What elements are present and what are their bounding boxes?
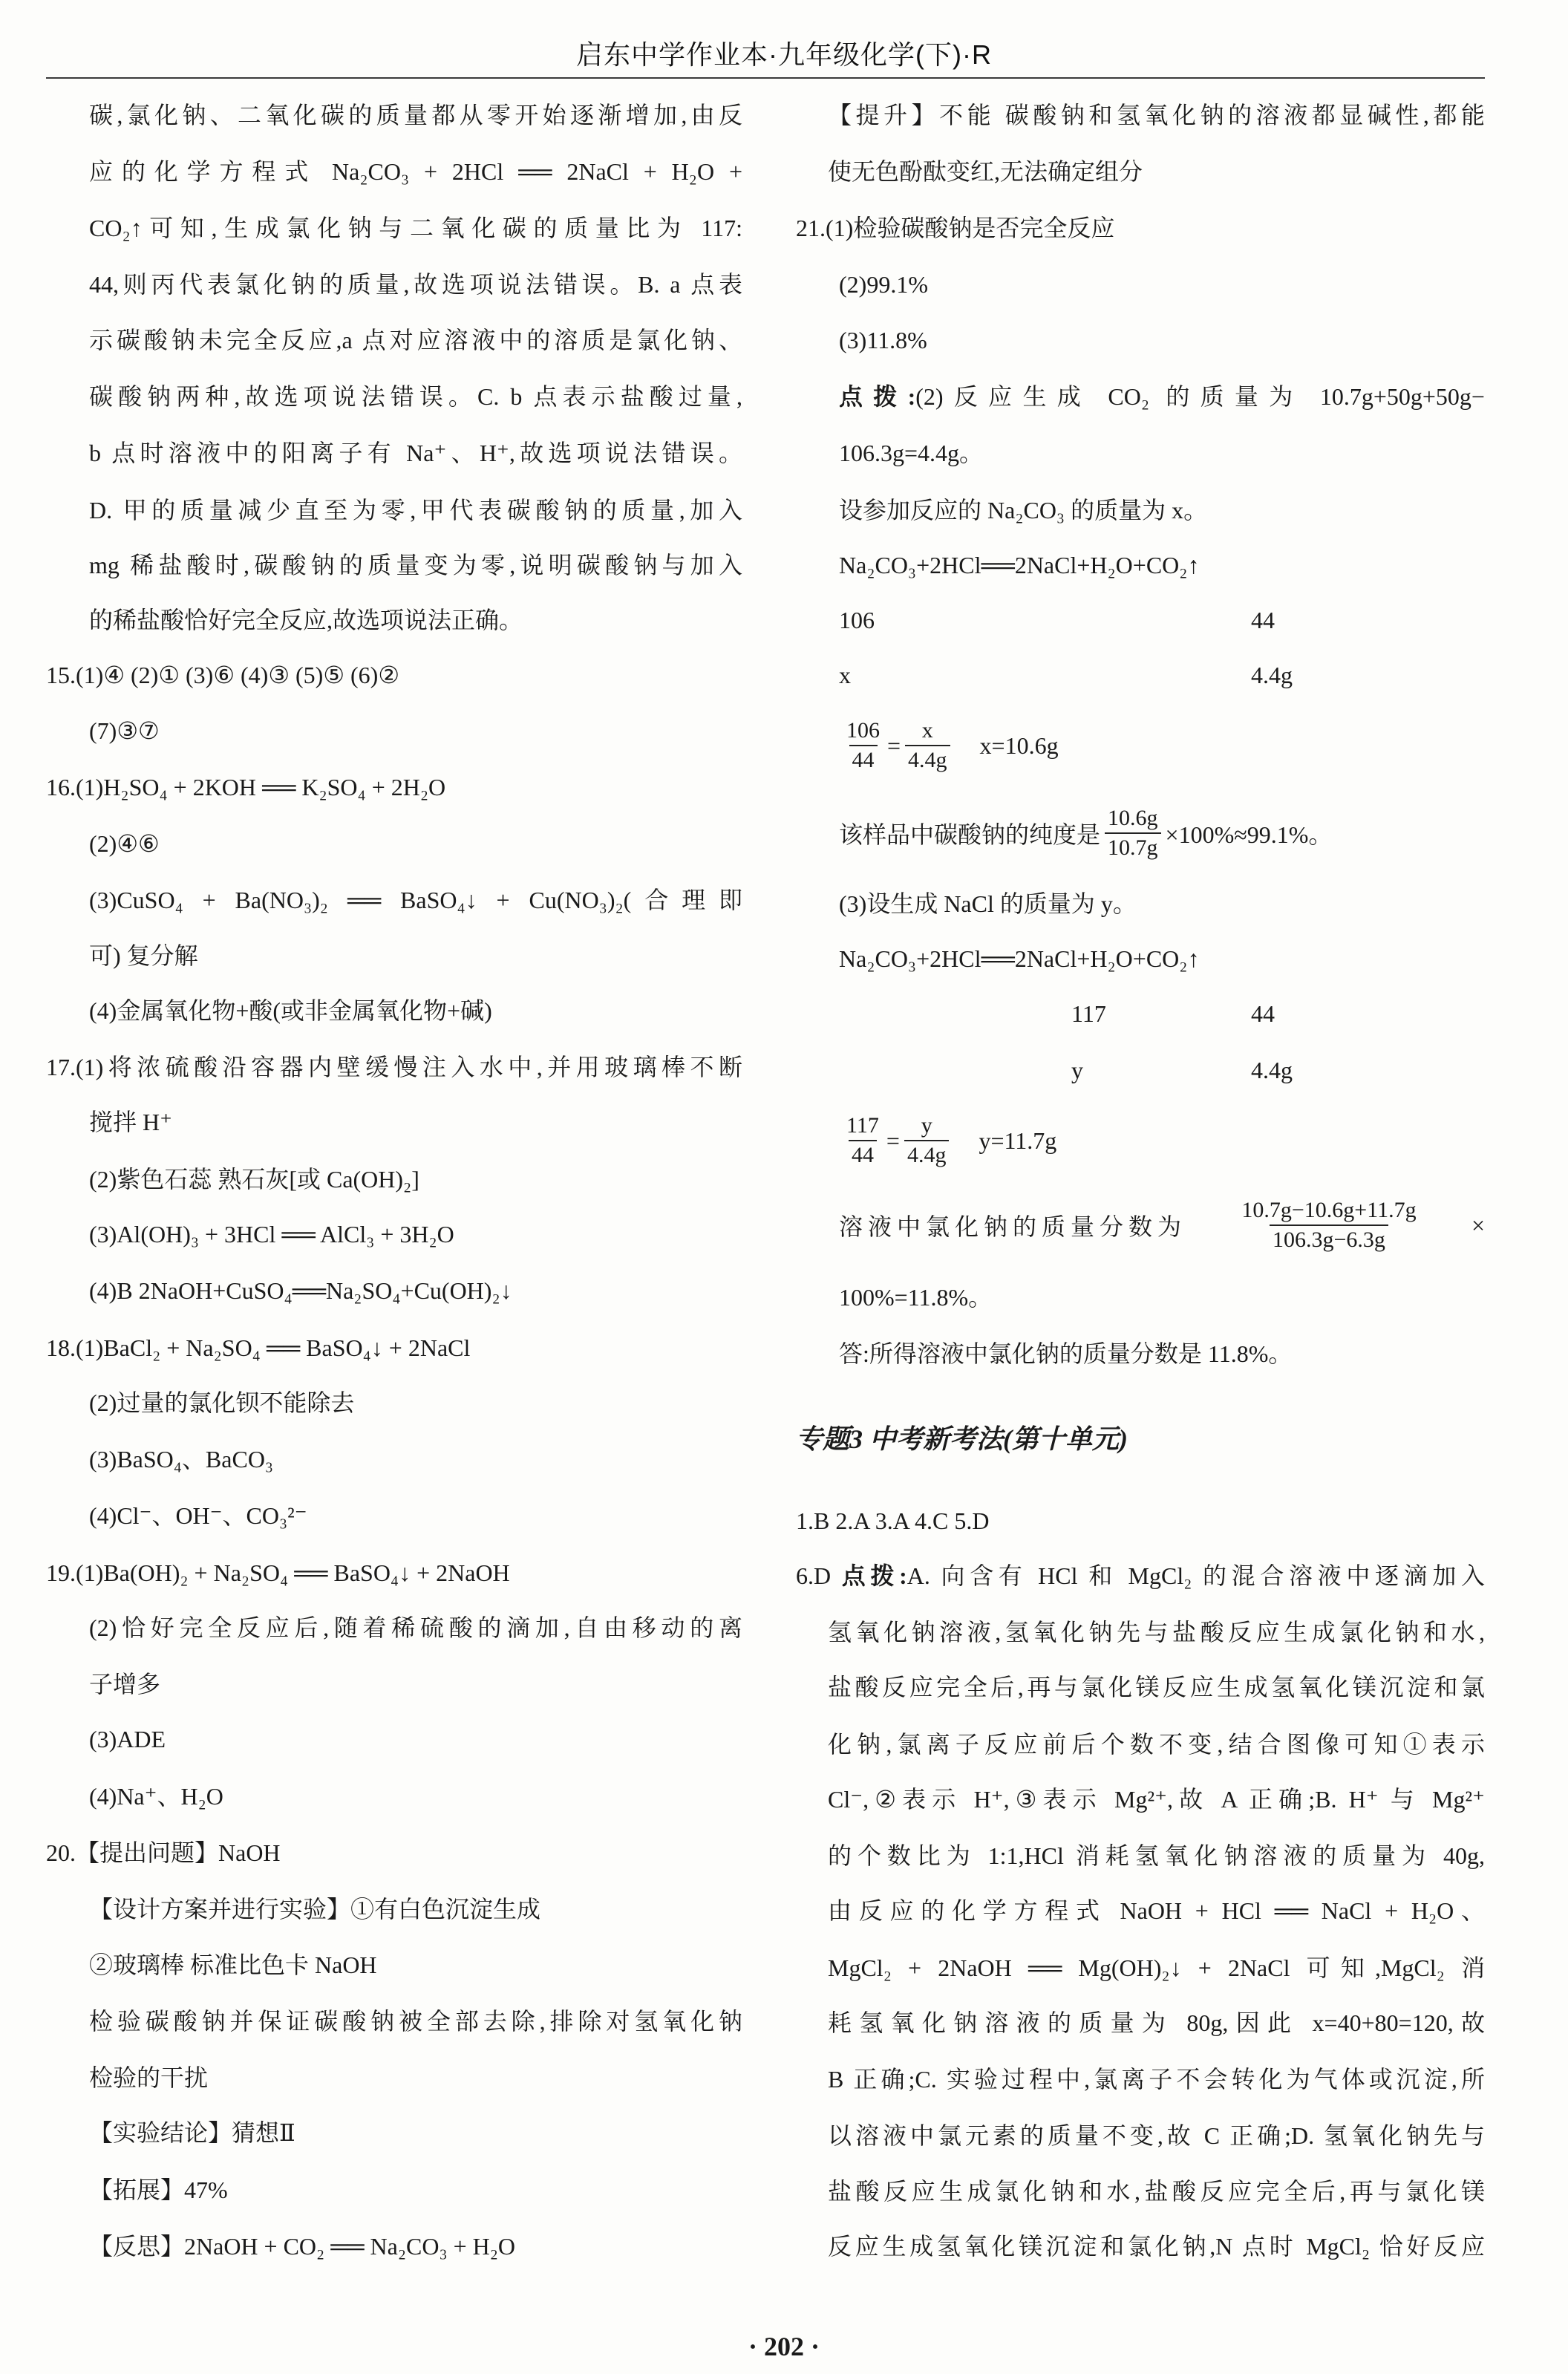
answer-item-20: 20.【提出问题】NaOH [46, 1839, 281, 1866]
text-line: (4)金属氧化物+酸(或非金属氧化物+碱) [89, 997, 492, 1024]
fraction-denominator: 4.4g [904, 1140, 950, 1170]
equals-sign: = [886, 1126, 900, 1154]
text-line: 碳,氯化钠、二氧化碳的质量都从零开始逐渐增加,由反 [89, 102, 742, 128]
text-line: b 点时溶液中的阳离子有 Na⁺、H⁺,故选项说法错误。 [89, 440, 742, 466]
purity-calculation [839, 796, 1332, 870]
text-line: D. 甲的质量减少直至为零,甲代表碳酸钠的质量,加入 [89, 497, 742, 524]
section-heading: 专题3 中考新考法(第十单元) [796, 1424, 1128, 1454]
text-line: (3)CuSO₄ + Ba(NO₃)₂ ══ BaSO₄↓ + Cu(NO₃)₂(合理即 [89, 887, 742, 913]
known-mass: 4.4g [1251, 662, 1293, 688]
text-line: 氢氧化钠溶液,氢氧化钠先与盐酸反应生成氯化钠和水, [828, 1619, 1485, 1646]
fraction-denominator: 44 [849, 1140, 877, 1170]
text-line: 应的化学方程式 Na₂CO₃ + 2HCl ══ 2NaCl + H₂O + [89, 158, 742, 185]
text-line: 【反思】2NaOH + CO₂ ══ Na₂CO₃ + H₂O [89, 2233, 516, 2260]
fraction-numerator: y [921, 1113, 932, 1138]
molar-mass-value: 106 [839, 607, 875, 633]
text-line: 设参加反应的 Na₂CO₃ 的质量为 x。 [839, 497, 1208, 524]
text-line: 子增多 [89, 1671, 161, 1698]
text-line: 示碳酸钠未完全反应,a 点对应溶液中的溶质是氯化钠、 [89, 327, 742, 353]
fraction [905, 717, 950, 775]
text-line: (7)③⑦ [89, 717, 160, 744]
fraction-denominator: 106.3g−6.3g [1270, 1224, 1388, 1254]
fraction [1105, 804, 1161, 862]
item-number: 6.D [796, 1562, 832, 1589]
mass-fraction-calculation [839, 1188, 1485, 1262]
text-line: 使无色酚酞变红,无法确定组分 [828, 158, 1143, 185]
hint-text: (2)反应生成 CO₂ 的质量为 10.7g+50g+50g− [915, 383, 1485, 410]
text-line: 44,则丙代表氯化钠的质量,故选项说法错误。B. a 点表 [89, 271, 742, 298]
text-line: 搅拌 H⁺ [89, 1109, 173, 1135]
molar-mass-value: 117 [1071, 1000, 1106, 1027]
text-line: (4)Cl⁻、OH⁻、CO₃²⁻ [89, 1502, 307, 1529]
fraction [904, 1112, 950, 1170]
text-line: 106.3g=4.4g。 [839, 440, 984, 466]
equals-sign: = [887, 731, 901, 759]
text-line: 【提升】不能 碳酸钠和氢氧化钠的溶液都显碱性,都能 [828, 102, 1485, 128]
answer-item-21: 21.(1)检验碳酸钠是否完全反应 [796, 215, 1115, 241]
text-line: B 正确;C. 实验过程中,氯离子不会转化为气体或沉淀,所 [828, 2066, 1485, 2093]
answer-item-18: 18.(1)BaCl₂ + Na₂SO₄ ══ BaSO₄↓ + 2NaCl [46, 1334, 471, 1361]
fraction-denominator: 10.7g [1105, 832, 1161, 862]
proportion-equation [839, 708, 1059, 783]
text-line: (3)设生成 NaCl 的质量为 y。 [839, 890, 1137, 917]
page-number: · 202 · [748, 2332, 820, 2361]
text-line: 检验碳酸钠并保证碳酸钠被全部去除,排除对氢氧化钠 [89, 2008, 742, 2035]
unknown-mass: x [839, 662, 851, 688]
fraction [1238, 1196, 1419, 1254]
text-line: 由反应的化学方程式 NaOH + HCl ══ NaCl + H₂O、 [828, 1897, 1485, 1924]
molar-mass-value: 44 [1251, 607, 1275, 633]
text-line: 100%=11.8%。 [839, 1284, 993, 1311]
text-line: 盐酸反应生成氯化钠和水,盐酸反应完全后,再与氯化镁 [828, 2178, 1485, 2205]
text-line: (4)B 2NaOH+CuSO₄══Na₂SO₄+Cu(OH)₂↓ [89, 1277, 512, 1304]
text-line: MgCl₂ + 2NaOH ══ Mg(OH)₂↓ + 2NaCl 可知,MgCl₂ 消 [828, 1954, 1485, 1981]
answer-item-6 [796, 1548, 1485, 1603]
text-line: 的个数比为 1:1,HCl 消耗氢氧化钠溶液的质量为 40g, [828, 1842, 1485, 1869]
fraction-numerator: 10.6g [1108, 806, 1158, 830]
unknown-mass: y [1071, 1057, 1083, 1083]
answer-item-16: 16.(1)H₂SO₄ + 2KOH ══ K₂SO₄ + 2H₂O [46, 774, 446, 800]
text-line: mg 稀盐酸时,碳酸钠的质量变为零,说明碳酸钠与加入 [89, 552, 742, 578]
mass-fraction-text: 溶液中氯化钠的质量分数为 [839, 1213, 1187, 1240]
text-line: 【实验结论】猜想Ⅱ [89, 2119, 295, 2146]
text-line: (2)紫色石蕊 熟石灰[或 Ca(OH)₂] [89, 1166, 419, 1193]
text-line: 可) 复分解 [89, 942, 198, 969]
text-line: (2)恰好完全反应后,随着稀硫酸的滴加,自由移动的离 [89, 1614, 742, 1641]
answer-items-1-5: 1.B 2.A 3.A 4.C 5.D [796, 1507, 990, 1534]
header-rule [46, 77, 1485, 79]
text-line: (2)过量的氯化钡不能除去 [89, 1389, 355, 1416]
proportion-equation [839, 1103, 1056, 1178]
answer-item-15: 15.(1)④ (2)① (3)⑥ (4)③ (5)⑤ (6)② [46, 662, 399, 688]
proportion-result: y=11.7g [979, 1126, 1057, 1154]
purity-result: ×100%≈99.1%。 [1165, 821, 1333, 848]
text-line: 检验的干扰 [89, 2064, 209, 2091]
fraction [843, 1112, 882, 1170]
times-sign: × [1471, 1211, 1485, 1239]
text-line: 化钠,氯离子反应前后个数不变,结合图像可知①表示 [828, 1731, 1485, 1758]
page-header-title: 启东中学作业本·九年级化学(下)·R [576, 39, 992, 70]
fraction-denominator: 4.4g [905, 745, 950, 775]
text-line: (3)Al(OH)₃ + 3HCl ══ AlCl₃ + 3H₂O [89, 1221, 454, 1248]
purity-text: 该样品中碳酸钠的纯度是 [839, 821, 1101, 848]
text-line: 盐酸反应完全后,再与氯化镁反应生成氢氧化镁沉淀和氯 [828, 1674, 1485, 1700]
text-line: 耗氢氧化钠溶液的质量为 80g,因此 x=40+80=120,故 [828, 2009, 1485, 2036]
text-line: 反应生成氢氧化镁沉淀和氯化钠,N 点时 MgCl₂ 恰好反应 [828, 2233, 1485, 2260]
fraction-numerator: x [921, 718, 933, 743]
answer-item-17: 17.(1)将浓硫酸沿容器内壁缓慢注入水中,并用玻璃棒不断 [46, 1054, 742, 1080]
fraction-denominator: 44 [849, 745, 878, 775]
text-line: 碳酸钠两种,故选项说法错误。C. b 点表示盐酸过量, [89, 383, 742, 410]
text-line: Cl⁻,②表示 H⁺,③表示 Mg²⁺,故 A 正确;B. H⁺ 与 Mg²⁺ [828, 1786, 1485, 1813]
hint-label: 点拨: [839, 383, 916, 410]
proportion-result: x=10.6g [979, 731, 1059, 759]
text-line: (4)Na⁺、H₂O [89, 1783, 223, 1810]
chemical-equation: Na₂CO₃+2HCl══2NaCl+H₂O+CO₂↑ [839, 552, 1200, 578]
text-line: (3)BaSO₄、BaCO₃ [89, 1446, 274, 1473]
text-line: CO₂↑可知,生成氯化钠与二氧化碳的质量比为 117: [89, 215, 742, 241]
fraction-numerator: 117 [846, 1113, 879, 1138]
text-line: 以溶液中氯元素的质量不变,故 C 正确;D. 氢氧化钠先与 [828, 2122, 1485, 2149]
hint-label: 点拨: [841, 1562, 907, 1589]
chemical-equation: Na₂CO₃+2HCl══2NaCl+H₂O+CO₂↑ [839, 945, 1200, 972]
text-line: 的稀盐酸恰好完全反应,故选项说法正确。 [89, 607, 523, 633]
fraction-numerator: 10.7g−10.6g+11.7g [1241, 1198, 1417, 1222]
hint-line [839, 369, 1485, 424]
text-line: (3)11.8% [839, 327, 927, 353]
fraction [843, 717, 883, 775]
text-line: (2)99.1% [839, 271, 928, 298]
fraction-numerator: 106 [846, 718, 880, 743]
hint-text: A. 向含有 HCl 和 MgCl₂ 的混合溶液中逐滴加入 [906, 1562, 1485, 1589]
known-mass: 4.4g [1251, 1057, 1293, 1083]
text-line: (2)④⑥ [89, 830, 160, 857]
text-line: 【拓展】47% [89, 2176, 228, 2203]
text-line: 【设计方案并进行实验】①有白色沉淀生成 [89, 1896, 541, 1923]
answer-statement: 答:所得溶液中氯化钠的质量分数是 11.8%。 [839, 1340, 1293, 1367]
answer-item-19: 19.(1)Ba(OH)₂ + Na₂SO₄ ══ BaSO₄↓ + 2NaOH [46, 1559, 510, 1586]
text-line: (3)ADE [89, 1726, 166, 1752]
text-line: ②玻璃棒 标准比色卡 NaOH [89, 1951, 377, 1978]
molar-mass-value: 44 [1251, 1000, 1275, 1027]
